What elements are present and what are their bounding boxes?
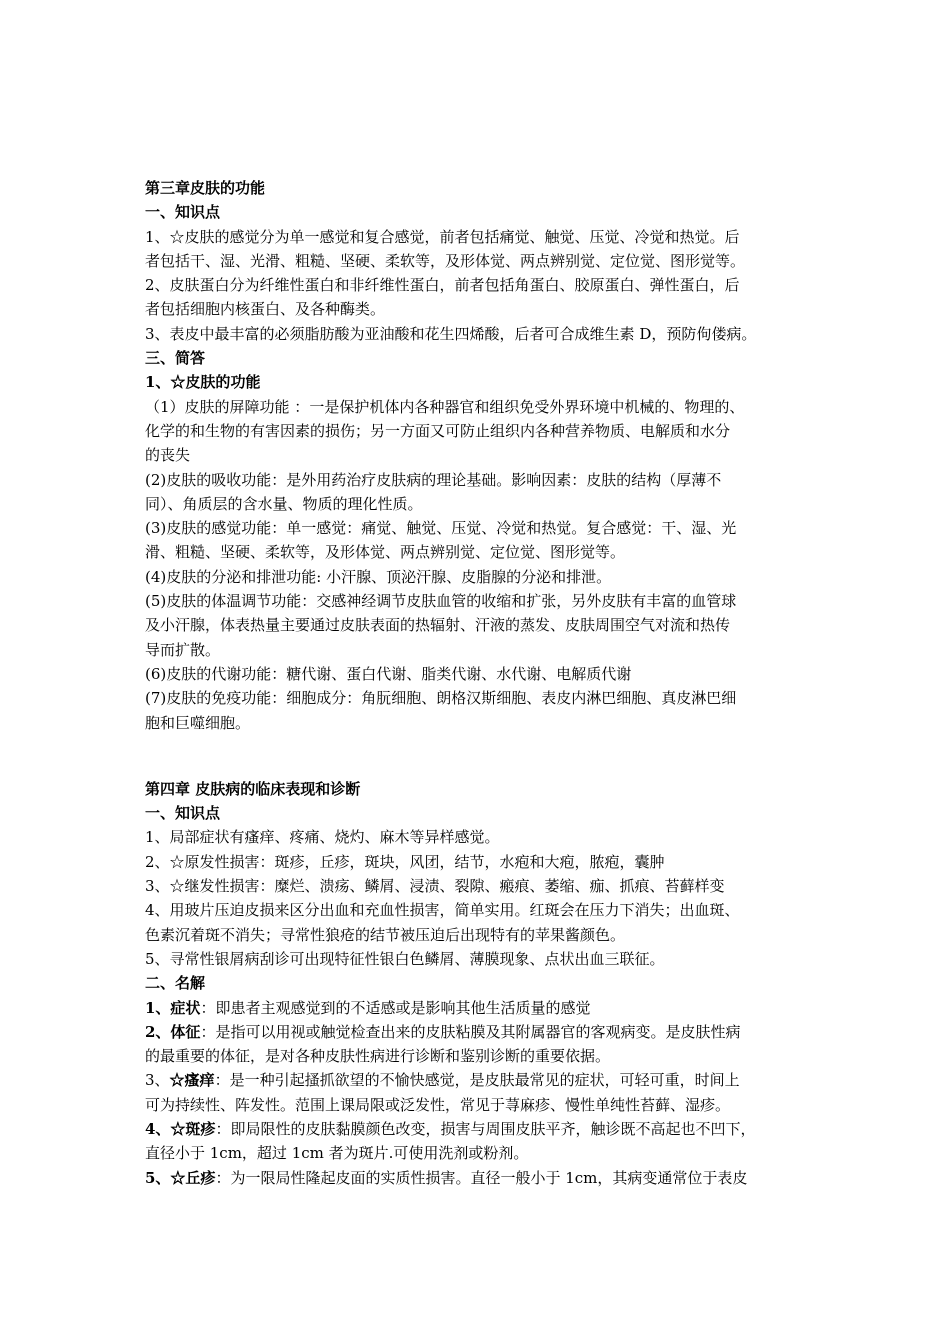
ch4-term-3 [145, 1068, 820, 1092]
ch3-function-2: (2)皮肤的吸收功能：是外用药治疗皮肤病的理论基础。影响因素：皮肤的结构（厚薄不 [145, 470, 722, 489]
ch3-point-1: 1、☆皮肤的感觉分为单一感觉和复合感觉，前者包括痛觉、触觉、压觉、冷觉和热觉。后 [145, 227, 740, 246]
ch3-function-7-cont: 胞和巨噬细胞。 [145, 713, 251, 732]
ch4-term-4 [145, 1117, 820, 1141]
ch3-section-knowledge: 一、知识点 [145, 203, 221, 222]
term-macule-def: ：即局限性的皮肤黏膜颜色改变，损害与周围皮肤平齐，触诊既不高起也不凹下， [215, 1119, 756, 1138]
ch3-function-6: (6)皮肤的代谢功能：糖代谢、蛋白代谢、脂类代谢、水代谢、电解质代谢 [145, 664, 632, 683]
ch3-function-3-cont: 滑、粗糙、坚硬、柔软等，及形体觉、两点辨别觉、定位觉、图形觉等。 [145, 543, 626, 562]
ch4-term-2-cont: 的最重要的体征，是对各种皮肤性病进行诊断和鉴别诊断的重要依据。 [145, 1047, 611, 1066]
ch3-point-3: 3、表皮中最丰富的必须脂肪酸为亚油酸和花生四烯酸，后者可合成维生素 D，预防佝偻病。 [145, 324, 757, 343]
ch4-term-5 [145, 1166, 820, 1190]
ch3-point-2-cont: 者包括细胞内核蛋白、及各种酶类。 [145, 300, 386, 319]
term-sign: 2、体征 [145, 1022, 201, 1041]
ch3-function-4: (4)皮肤的分泌和排泄功能: 小汗腺、顶泌汗腺、皮脂腺的分泌和排泄。 [145, 567, 612, 586]
ch4-term-3-cont: 可为持续性、阵发性。范围上课局限或泛发性，常见于荨麻疹、慢性单纯性苔藓、湿疹。 [145, 1095, 731, 1114]
ch4-point-2: 2、☆原发性损害：斑疹，丘疹，斑块，风团，结节，水疱和大疱，脓疱，囊肿 [145, 852, 665, 871]
term-pruritus-number: 3、 [145, 1071, 170, 1090]
ch3-function-1-cont2: 的丧失 [145, 446, 191, 465]
chapter4-title: 第四章 皮肤病的临床表现和诊断 [145, 779, 361, 798]
ch4-term-4-cont: 直径小于 1cm，超过 1cm 者为斑片.可使用洗剂或粉剂。 [145, 1144, 529, 1163]
term-pruritus-def: ：是一种引起搔抓欲望的不愉快感觉，是皮肤最常见的症状，可轻可重，时间上 [214, 1071, 740, 1090]
term-macule: 4、☆斑疹 [145, 1119, 216, 1138]
ch4-term-1 [145, 996, 820, 1020]
ch4-term-2 [145, 1020, 820, 1044]
ch3-function-3: (3)皮肤的感觉功能：单一感觉：痛觉、触觉、压觉、冷觉和热觉。复合感觉：干、湿、光 [145, 519, 737, 538]
term-symptom-def: ：即患者主观感觉到的不适感或是影响其他生活质量的感觉 [200, 998, 591, 1017]
ch3-function-1-cont: 化学的和生物的有害因素的损伤；另一方面又可防止组织内各种营养物质、电解质和水分 [145, 421, 731, 440]
ch3-point-1-cont: 者包括干、湿、光滑、粗糙、坚硬、柔软等，及形体觉、两点辨别觉、定位觉、图形觉等。 [145, 251, 746, 270]
term-symptom: 1、症状 [145, 998, 201, 1017]
ch3-function-5: (5)皮肤的体温调节功能：交感神经调节皮肤血管的收缩和扩张，另外皮肤有丰富的血管球 [145, 592, 737, 611]
term-sign-def: ：是指可以用视或触觉检查出来的皮肤粘膜及其附属器官的客观病变。是皮肤性病 [200, 1022, 741, 1041]
ch3-point-2: 2、皮肤蛋白分为纤维性蛋白和非纤维性蛋白，前者包括角蛋白、胶原蛋白、弹性蛋白，后 [145, 276, 740, 295]
ch3-function-5-cont: 及小汗腺，体表热量主要通过皮肤表面的热辐射、汗液的蒸发、皮肤周围空气对流和热传 [145, 616, 731, 635]
ch3-function-1: （1）皮肤的屏障功能 ：一是保护机体内各种器官和组织免受外界环境中机械的、物理的、 [145, 397, 745, 416]
ch4-section-terms: 二、名解 [145, 974, 206, 993]
ch3-function-7: (7)皮肤的免疫功能：细胞成分：角朊细胞、朗格汉斯细胞、表皮内淋巴细胞、真皮淋巴细 [145, 689, 737, 708]
ch4-point-4-cont: 色素沉着斑不消失；寻常性狼疮的结节被压迫后出现特有的苹果酱颜色。 [145, 925, 626, 944]
ch4-point-4: 4、用玻片压迫皮损来区分出血和充血性损害，简单实用。红斑会在压力下消失；出血斑、 [145, 901, 740, 920]
ch4-section-knowledge: 一、知识点 [145, 804, 221, 823]
ch4-point-1: 1、局部症状有瘙痒、疼痛、烧灼、麻木等异样感觉。 [145, 828, 500, 847]
ch4-point-5: 5、寻常性银屑病刮诊可出现特征性银白色鳞屑、薄膜现象、点状出血三联征。 [145, 949, 665, 968]
term-papule: 5、☆丘疹 [145, 1168, 216, 1187]
term-papule-def: ：为一限局性隆起皮面的实质性损害。直径一般小于 1cm，其病变通常位于表皮 [215, 1168, 748, 1187]
ch4-point-3: 3、☆继发性损害：糜烂、溃疡、鳞屑、浸渍、裂隙、瘢痕、萎缩、痂、抓痕、苔藓样变 [145, 877, 725, 896]
chapter-spacer [145, 735, 820, 777]
term-pruritus: ☆瘙痒 [169, 1071, 215, 1090]
document-page [145, 176, 820, 1190]
ch3-section-short-answer: 三、简答 [145, 349, 206, 368]
ch3-question-1: 1、☆皮肤的功能 [145, 373, 261, 392]
chapter3-title: 第三章皮肤的功能 [145, 179, 266, 197]
ch3-function-2-cont: 同）、角质层的含水量、物质的理化性质。 [145, 494, 423, 513]
ch3-function-5-cont2: 导而扩散。 [145, 640, 221, 659]
